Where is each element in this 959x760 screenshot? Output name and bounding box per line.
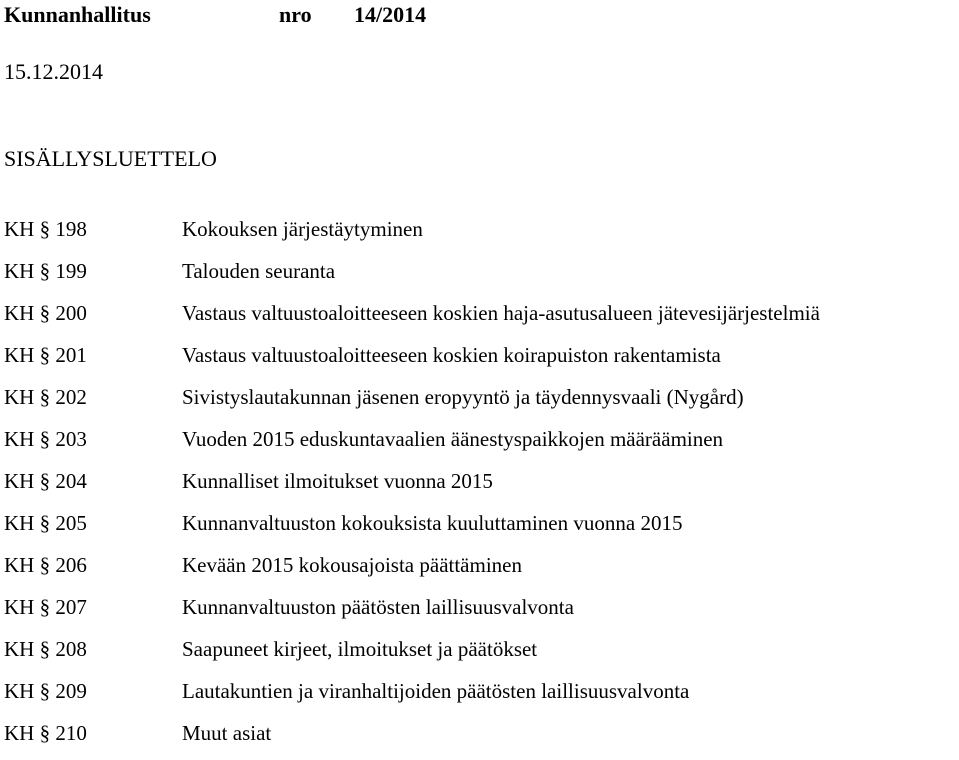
toc-row: [0, 634, 959, 676]
section-code: KH § 206: [4, 553, 87, 577]
section-code: KH § 198: [4, 217, 87, 241]
section-title: Kokouksen järjestäytyminen: [182, 217, 423, 241]
section-title: Kunnanvaltuuston päätösten laillisuusvalvonta: [182, 595, 574, 619]
section-code: KH § 208: [4, 637, 87, 661]
section-title: Kevään 2015 kokousajoista päättäminen: [182, 553, 522, 577]
section-title: Talouden seuranta: [182, 259, 336, 283]
section-code: KH § 202: [4, 385, 87, 409]
table-of-contents: [0, 214, 959, 760]
toc-row: [0, 508, 959, 550]
section-code: KH § 204: [4, 469, 87, 493]
section-code: KH § 210: [4, 721, 87, 745]
toc-row: [0, 550, 959, 592]
toc-row: [0, 592, 959, 634]
meeting-number: 14/2014: [354, 2, 427, 27]
section-code: KH § 203: [4, 427, 87, 451]
section-code: KH § 200: [4, 301, 87, 325]
toc-row: [0, 382, 959, 424]
section-code: KH § 199: [4, 259, 87, 283]
toc-row: [0, 298, 959, 340]
section-title: Vastaus valtuustoaloitteeseen koskien haja-asutusalueen jätevesijärjestelmiä: [182, 301, 820, 325]
section-code: KH § 207: [4, 595, 87, 619]
section-code: KH § 205: [4, 511, 87, 535]
toc-row: [0, 424, 959, 466]
toc-row: [0, 466, 959, 508]
section-title: Vuoden 2015 eduskuntavaalien äänestyspaikkojen määrääminen: [182, 427, 724, 451]
toc-row: [0, 718, 959, 760]
meeting-date: 15.12.2014: [4, 59, 103, 84]
organization-name: Kunnanhallitus: [4, 2, 151, 27]
toc-row: [0, 340, 959, 382]
section-title: Sivistyslautakunnan jäsenen eropyyntö ja täydennysvaali (Nygård): [182, 385, 744, 409]
nro-label: nro: [279, 2, 312, 27]
section-title: Lautakuntien ja viranhaltijoiden päätösten laillisuusvalvonta: [182, 679, 690, 703]
section-code: KH § 209: [4, 679, 87, 703]
toc-title: SISÄLLYSLUETTELO: [4, 146, 217, 171]
section-title: Saapuneet kirjeet, ilmoitukset ja päätökset: [182, 637, 538, 661]
section-title: Vastaus valtuustoaloitteeseen koskien koirapuiston rakentamista: [182, 343, 721, 367]
toc-row: [0, 676, 959, 718]
section-title: Kunnalliset ilmoitukset vuonna 2015: [182, 469, 493, 493]
toc-row: [0, 256, 959, 298]
section-title: Kunnanvaltuuston kokouksista kuuluttaminen vuonna 2015: [182, 511, 683, 535]
section-title: Muut asiat: [182, 721, 272, 745]
toc-row: [0, 214, 959, 256]
section-code: KH § 201: [4, 343, 87, 367]
